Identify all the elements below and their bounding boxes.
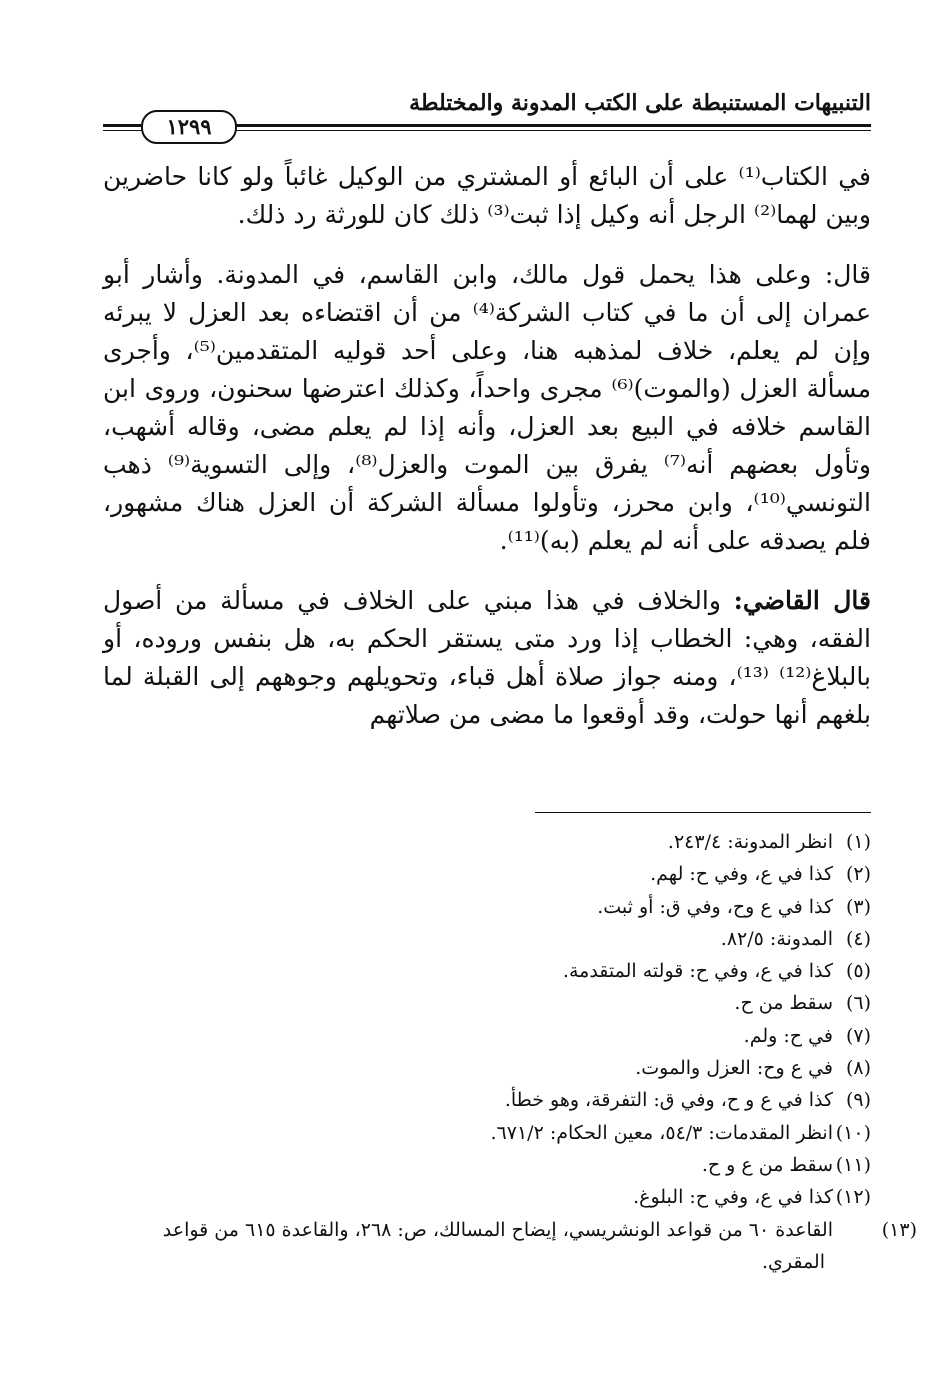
footnote-text: سقط من ع و ح. <box>701 1153 833 1176</box>
page-number: ١٢٩٩ <box>141 110 237 144</box>
footnote-text: القاعدة ٦٠ من قواعد الونشريسي، إيضاح المسالك، ص: ٢٦٨، والقاعدة ٦١٥ من قواعد المقري. <box>162 1218 833 1273</box>
footnote-item <box>103 1052 871 1084</box>
footnote-item <box>103 826 871 858</box>
footnote-text: انظر المدونة: ٢٤٣/٤. <box>667 831 833 853</box>
footnote-number: (٥) <box>845 960 871 983</box>
header-title: التنبيهات المستنبطة على الكتب المدونة والمختلطة <box>409 90 871 116</box>
footnote-number: (١٣) <box>881 1218 917 1241</box>
footnote-text: في ع وح: العزل والموت. <box>635 1057 833 1080</box>
footnote-item <box>103 1149 871 1181</box>
footnote-item <box>103 1084 871 1116</box>
footnote-text: كذا في ع وح، وفي ق: أو ثبت. <box>597 895 833 918</box>
footnote-item <box>103 1020 871 1052</box>
footnote-item <box>103 891 871 923</box>
footnotes <box>103 826 917 1278</box>
footnote-number: (١٢) <box>835 1186 871 1209</box>
footnote-text: كذا في ع، وفي ح: البلوغ. <box>633 1186 833 1209</box>
footnote-number: (٩) <box>845 1089 871 1112</box>
footnote-number: (٨) <box>845 1057 871 1080</box>
footnote-item <box>103 955 871 987</box>
main-text <box>103 158 871 756</box>
footnote-item <box>103 858 871 890</box>
footnote-number: (١) <box>845 831 871 853</box>
running-header <box>103 88 871 148</box>
footnote-text: المدونة: ٨٢/٥. <box>720 927 833 950</box>
paragraph-2: قال: وعلى هذا يحمل قول مالك، وابن القاسم، في المدونة. وأشار أبو عمران إلى أن ما في كتاب الشركة⁽⁴⁾ من أن اقتضاءه بعد العزل لا يبرئه وإن لم يعلم، خلاف لمذهبه هنا، وعلى أحد قوليه المتقدمين⁽⁵⁾، وأجرى مسألة العزل (والموت)⁽⁶⁾ مجرى واحداً، وكذلك اعترضها سحنون، وروى ابن القاسم خلافه في البيع بعد العزل، وأنه إذا لم يعلم مضى، وقاله أشهب، وتأول بعضهم أنه⁽⁷⁾ يفرق بين الموت والعزل⁽⁸⁾، وإلى التسوية⁽⁹⁾ ذهب التونسي⁽¹⁰⁾، وابن محرز، وتأولوا مسألة الشركة أن العزل هناك مشهور، فلم يصدقه على أنه لم يعلم (به)⁽¹¹⁾. <box>103 260 872 555</box>
footnote-text: كذا في ع، وفي ح: لهم. <box>650 863 833 886</box>
footnote-item <box>103 1214 917 1279</box>
footnote-number: (١٠) <box>835 1121 871 1144</box>
footnote-number: (٧) <box>845 1024 871 1047</box>
footnote-separator <box>535 812 871 813</box>
footnote-item <box>103 987 871 1019</box>
paragraph-1: في الكتاب⁽¹⁾ على أن البائع أو المشتري من الوكيل غائباً ولو كانا حاضرين وبين لهما⁽²⁾ الرجل أنه وكيل إذا ثبت⁽³⁾ ذلك كان للورثة رد ذلك. <box>103 162 871 229</box>
footnote-item <box>103 1117 871 1149</box>
footnote-text: انظر المقدمات: ٥٤/٣، معين الحكام: ٦٧١/٢. <box>490 1121 833 1144</box>
footnote-number: (٢) <box>845 863 871 886</box>
footnote-text: سقط من ح. <box>734 992 833 1015</box>
footnote-number: (٦) <box>845 992 871 1015</box>
footnote-number: (٣) <box>845 895 871 918</box>
paragraph-3 <box>103 582 871 734</box>
paragraph-3-lead: قال القاضي: <box>733 586 871 615</box>
footnote-text: في ح: ولم. <box>743 1024 833 1047</box>
paragraph-3-text: والخلاف في هذا مبني على الخلاف في مسألة من أصول الفقه، وهي: الخطاب إذا ورد متى يستقر الحكم به، هل بنفس وروده، أو بالبلاغ⁽¹²⁾ ⁽¹³⁾، ومنه جواز صلاة أهل قباء، وتحويلهم وجوههم إلى القبلة لما بلغهم أنها حولت، وقد أوقعوا ما مضى من صلاتهم <box>103 586 871 729</box>
footnote-text: كذا في ع و ح، وفي ق: التفرقة، وهو خطأ. <box>504 1089 833 1112</box>
footnote-item <box>103 923 871 955</box>
footnote-number: (١١) <box>835 1153 871 1176</box>
footnote-number: (٤) <box>845 927 871 950</box>
footnote-item <box>103 1181 871 1213</box>
footnote-text: كذا في ع، وفي ح: قولته المتقدمة. <box>562 960 833 983</box>
